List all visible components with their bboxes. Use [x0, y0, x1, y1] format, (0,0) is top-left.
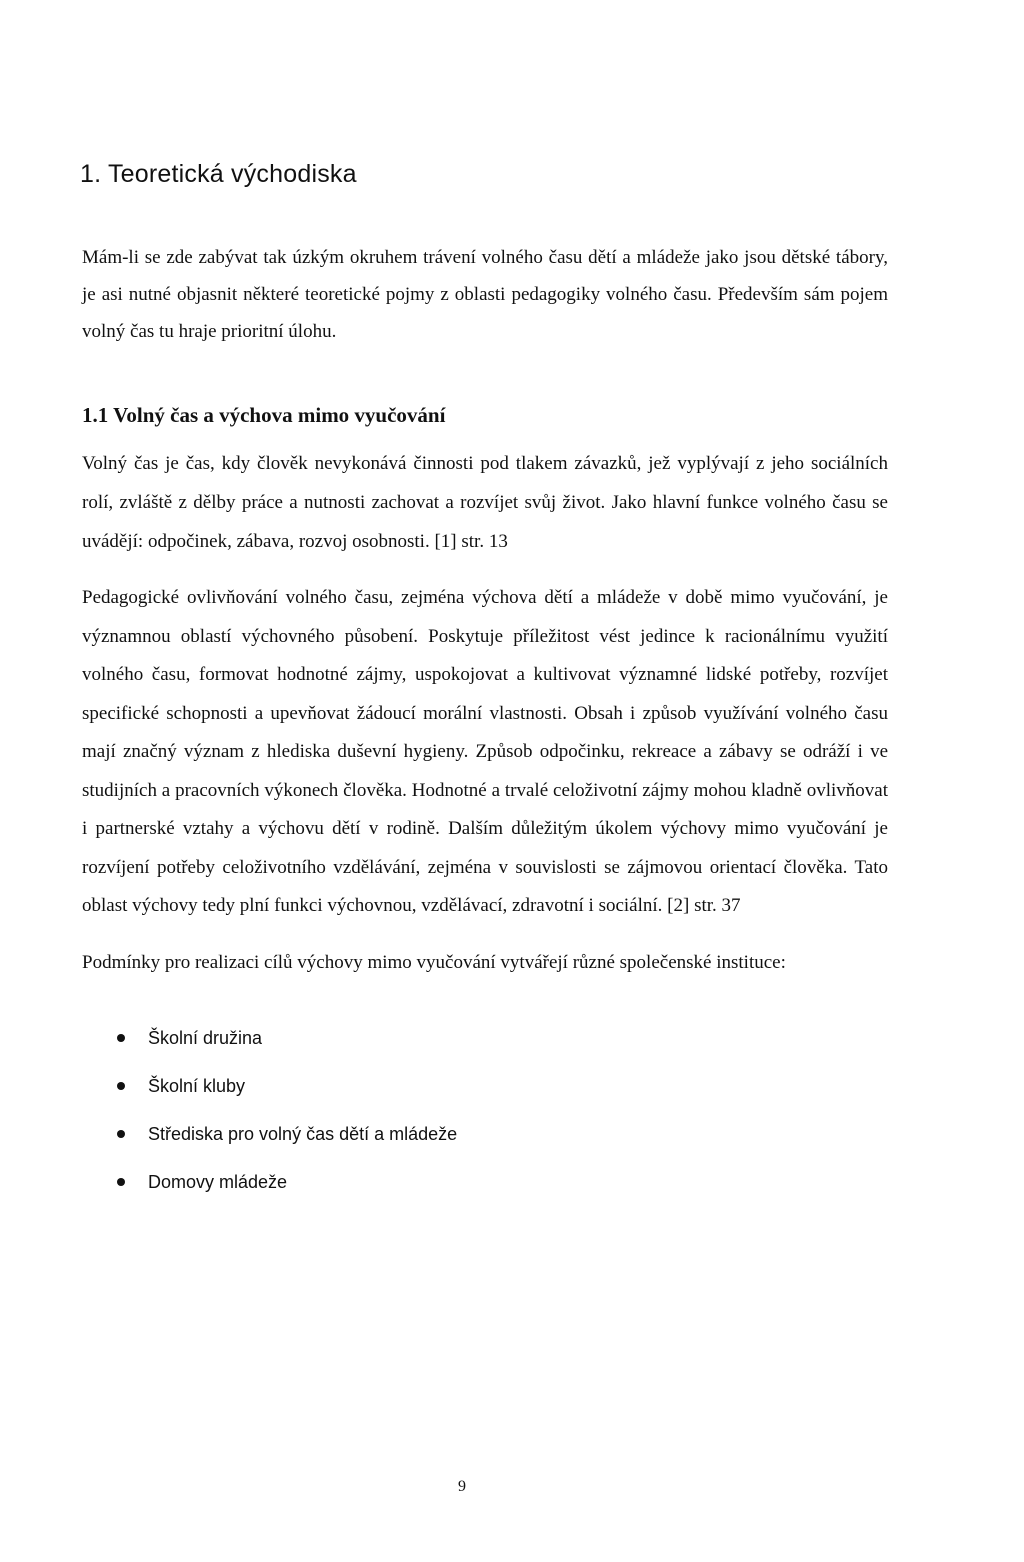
- page-number: 9: [458, 1478, 466, 1495]
- list-item: Domovy mládeže: [82, 1158, 888, 1206]
- list-item: Školní družina: [82, 1014, 888, 1062]
- section-heading: 1.1 Volný čas a výchova mimo vyučování: [82, 403, 446, 427]
- paragraph-institutions-intro: Podmínky pro realizaci cílů výchovy mimo vyučování vytvářejí různé společenské instituce:: [82, 951, 786, 973]
- bullet-icon: [117, 1130, 125, 1138]
- bullet-icon: [117, 1178, 125, 1186]
- paragraph-free-time-definition: Volný čas je čas, kdy člověk nevykonává činnosti pod tlakem závazků, jež vyplývají z jeho sociálních rolí, zvláště z dělby práce a nutnosti zachovat a rozvíjet svůj život. Jako hlavní funkce volného času se uvádějí: odpočinek, zábava, rozvoj osobnosti. [1] str. 13: [82, 453, 888, 552]
- list-item: Školní kluby: [82, 1062, 888, 1110]
- institutions-list: [82, 1014, 888, 1206]
- document-page: [82, 160, 888, 1206]
- bullet-icon: [117, 1034, 125, 1042]
- intro-paragraph: Mám-li se zde zabývat tak úzkým okruhem trávení volného času dětí a mládeže jako jsou dětské tábory, je asi nutné objasnit některé teoretické pojmy z oblasti pedagogiky volného času. Především sám pojem volný čas tu hraje prioritní úlohu.: [82, 247, 888, 342]
- chapter-heading: 1. Teoretická východiska: [80, 160, 357, 188]
- bullet-icon: [117, 1082, 125, 1090]
- list-item: Střediska pro volný čas dětí a mládeže: [82, 1110, 888, 1158]
- paragraph-pedagogical-influence: Pedagogické ovlivňování volného času, zejména výchova dětí a mládeže v době mimo vyučování, je významnou oblastí výchovného působení. Poskytuje příležitost vést jedince k racionálnímu využití volného času, formovat hodnotné zájmy, uspokojovat a kultivovat významné lidské potřeby, rozvíjet specifické schopnosti a upevňovat žádoucí morální vlastnosti. Obsah i způsob využívání volného času mají značný význam z hlediska duševní hygieny. Způsob odpočinku, rekreace a zábavy se odráží i ve studijních a pracovních výkonech člověka. Hodnotné a trvalé celoživotní zájmy mohou kladně ovlivňovat i partnerské vztahy a výchovu dětí v rodině. Dalším důležitým úkolem výchovy mimo vyučování je rozvíjení potřeby celoživotního vzdělávání, zejména v souvislosti se zájmovou orientací člověka. Tato oblast výchovy tedy plní funkci výchovnou, vzdělávací, zdravotní i sociální. [2] str. 37: [82, 587, 888, 916]
